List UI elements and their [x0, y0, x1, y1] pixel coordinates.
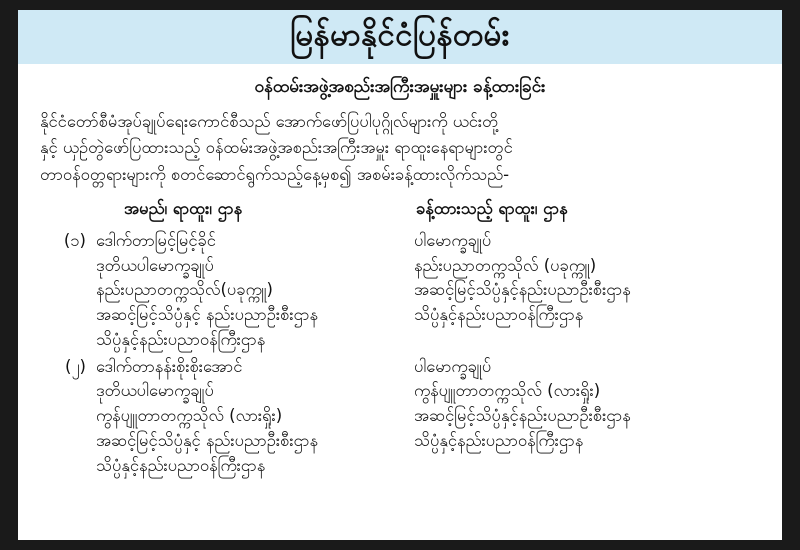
cell-line: အဆင့်မြင့်သိပ္ပံနှင့် နည်းပညာဦးစီးဌာန — [96, 305, 319, 325]
page-title: မြန်မာနိုင်ငံပြန်တမ်း — [290, 17, 510, 53]
table-column-headers — [34, 199, 766, 223]
cell-line: ဒုတိယပါမောက္ခချုပ် — [96, 381, 214, 401]
paragraph-line: နိုင်ငံတော်စီမံအုပ်ချုပ်ရေးကောင်စီသည် အောက်ဖော်ပြပါပုဂ္ဂိုလ်များကို ယင်းတို့ — [40, 111, 499, 131]
entry-right-cell — [414, 355, 766, 479]
cell-line: နည်းပညာတက္ကသိုလ် (ပခုက္ကူ) — [414, 255, 597, 275]
cell-line: ပါမောက္ခချုပ် — [414, 230, 492, 250]
document-subtitle: ဝန်ထမ်းအဖွဲ့အစည်းအကြီးအမှူးများ ခန့်ထားခြင်း — [254, 76, 546, 97]
entry-number: (၁) — [63, 230, 86, 250]
cell-line: ဒေါက်တာမြင့်မြင့်ခိုင် — [96, 230, 216, 250]
cell-line: သိပ္ပံနှင့်နည်းပညာဝန်ကြီးဌာန — [96, 455, 266, 475]
cell-line: အဆင့်မြင့်သိပ္ပံနှင့် နည်းပညာဦးစီးဌာန — [96, 430, 319, 450]
intro-paragraph — [34, 109, 766, 189]
cell-line: သိပ္ပံနှင့်နည်းပညာဝန်ကြီးဌာန — [96, 329, 266, 349]
cell-line: ပါမောက္ခချုပ် — [414, 356, 492, 376]
column-header-appointed-post: ခန့်ထားသည့် ရာထူး၊ ဌာန — [416, 198, 568, 218]
entry-right-cell — [414, 229, 766, 353]
cell-line: ဒုတိယပါမောက္ခချုပ် — [96, 255, 214, 275]
cell-line: သိပ္ပံနှင့်နည်းပညာဝန်ကြီးဌာန — [414, 305, 584, 325]
entry-left-cell — [96, 229, 414, 353]
cell-line: သိပ္ပံနှင့်နည်းပညာဝန်ကြီးဌာန — [414, 430, 584, 450]
title-banner — [18, 10, 782, 64]
paragraph-line: တာဝန်ဝတ္တရားများကို စတင်ဆောင်ရွက်သည့်နေ့မှစ၍ အစမ်းခန့်ထားလိုက်သည်- — [40, 165, 510, 185]
cell-line: နည်းပညာတက္ကသိုလ်(ပခုက္ကူ) — [96, 280, 273, 300]
document-page — [18, 10, 782, 540]
cell-line: အဆင့်မြင့်သိပ္ပံနှင့်နည်းပညာဦးစီးဌာန — [414, 280, 631, 300]
column-header-name-post: အမည်၊ ရာထူး၊ ဌာန — [124, 198, 243, 218]
paragraph-line: နှင့် ယှဉ်တွဲဖော်ပြထားသည့် ဝန်ထမ်းအဖွဲ့အစည်းအကြီးအမှူး ရာထူးနေရာများတွင် — [40, 138, 513, 158]
cell-line: ကွန်ပျူတာတက္ကသိုလ် (လားရှိုး) — [96, 406, 283, 426]
cell-line: အဆင့်မြင့်သိပ္ပံနှင့်နည်းပညာဦးစီးဌာန — [414, 406, 631, 426]
table-row — [34, 229, 766, 353]
entry-left-cell — [96, 355, 414, 479]
table-row — [34, 355, 766, 479]
cell-line: ကွန်ပျူတာတက္ကသိုလ် (လားရှိုး) — [414, 381, 601, 401]
cell-line: ဒေါက်တာနန်းစိုးစိုးအောင် — [96, 356, 243, 376]
entry-number: (၂) — [65, 356, 86, 376]
document-body — [18, 76, 782, 479]
